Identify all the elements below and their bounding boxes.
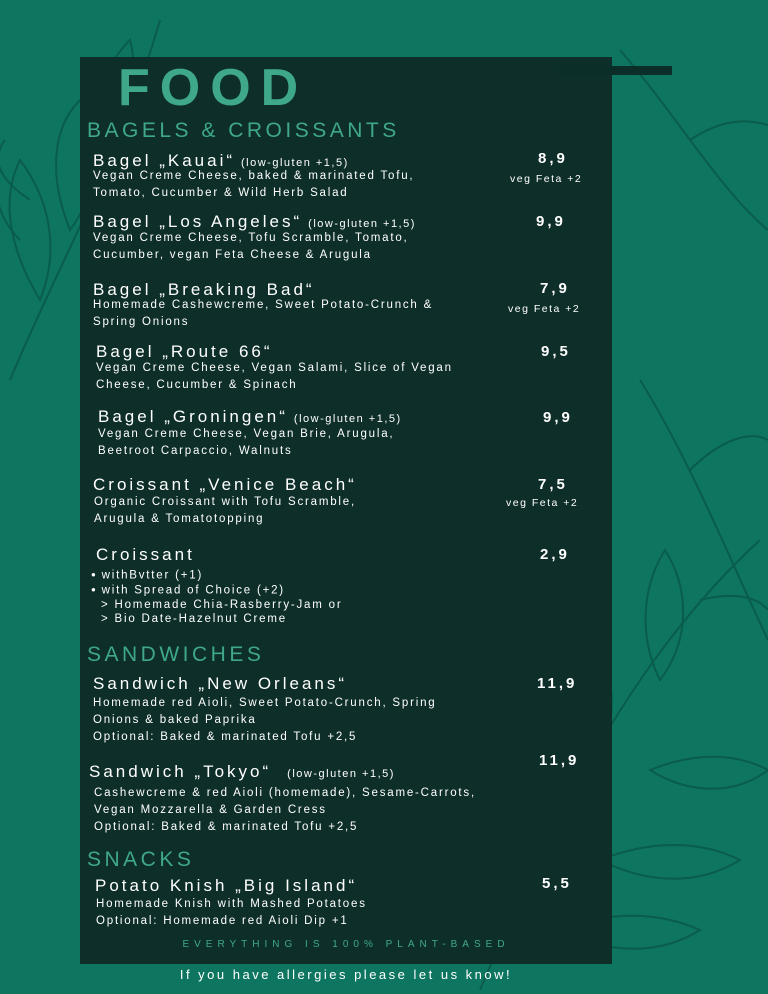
item-desc-tokyo: Cashewcreme & red Aioli (homemade), Sesame-Carrots, Vegan Mozzarella & Garden Cress Optional: Baked & marinated Tofu +2,5 — [94, 787, 476, 833]
item-desc-kauai: Vegan Creme Cheese, baked & marinated Tofu, Tomato, Cucumber & Wild Herb Salad — [93, 170, 415, 199]
item-note-tokyo: (low-gluten +1,5) — [287, 768, 395, 780]
item-price-croissant: 2,9 — [540, 546, 570, 563]
item-name-breaking-bad: Bagel „Breaking Bad“ — [93, 280, 315, 299]
item-name-los-angeles: Bagel „Los Angeles“ (low-gluten +1,5) — [93, 212, 416, 231]
item-name-kauai: Bagel „Kauai“ (low-gluten +1,5) — [93, 151, 349, 170]
section-sandwiches: SANDWICHES — [87, 643, 265, 666]
croissant-option: ● with Spread of Choice (+2) — [91, 584, 285, 597]
item-name-croissant: Croissant — [96, 545, 195, 564]
item-price-groningen: 9,9 — [543, 409, 573, 426]
item-note-kauai: (low-gluten +1,5) — [241, 157, 349, 169]
item-name-route66: Bagel „Route 66“ — [96, 342, 273, 361]
item-desc-big-island: Homemade Knish with Mashed Potatoes Optional: Homemade red Aioli Dip +1 — [96, 898, 367, 927]
item-extra-venice-beach: veg Feta +2 — [506, 497, 579, 509]
item-note-groningen: (low-gluten +1,5) — [293, 413, 402, 425]
item-note-los-angeles: (low-gluten +1,5) — [308, 218, 416, 230]
item-desc-venice-beach: Organic Croissant with Tofu Scramble, Arugula & Tomatotopping — [94, 496, 356, 525]
croissant-option: ● withBvtter (+1) — [91, 569, 204, 582]
item-name-venice-beach: Croissant „Venice Beach“ — [93, 475, 357, 494]
item-name-new-orleans: Sandwich „New Orleans“ — [93, 674, 348, 693]
item-desc-new-orleans: Homemade red Aioli, Sweet Potato-Crunch, Spring Onions & baked Paprika Optional: Baked & marinated Tofu +2,5 — [93, 697, 437, 743]
item-price-route66: 9,5 — [541, 343, 571, 360]
item-price-los-angeles: 9,9 — [536, 213, 566, 230]
item-price-breaking-bad: 7,9 — [540, 280, 570, 297]
item-name-groningen: Bagel „Groningen“ (low-gluten +1,5) — [98, 407, 402, 426]
item-desc-breaking-bad: Homemade Cashewcreme, Sweet Potato-Crunch & Spring Onions — [93, 299, 434, 328]
item-price-tokyo: 11,9 — [539, 752, 580, 769]
page-title: FOOD — [118, 59, 309, 117]
item-price-new-orleans: 11,9 — [537, 675, 578, 692]
croissant-suboption: > Homemade Chia-Rasberry-Jam or — [101, 598, 343, 611]
allergy-note: If you have allergies please let us know! — [179, 967, 513, 982]
item-options-croissant — [91, 568, 342, 627]
item-name-tokyo: Sandwich „Tokyo“ (low-gluten +1,5) — [89, 762, 395, 781]
item-desc-route66: Vegan Creme Cheese, Vegan Salami, Slice of Vegan Cheese, Cucumber & Spinach — [96, 362, 453, 391]
section-snacks: SNACKS — [87, 848, 195, 871]
item-extra-breaking-bad: veg Feta +2 — [508, 303, 581, 315]
item-price-venice-beach: 7,5 — [538, 476, 568, 493]
item-extra-kauai: veg Feta +2 — [510, 173, 583, 185]
accent-bar — [555, 66, 672, 75]
section-bagels-croissants: BAGELS & CROISSANTS — [87, 119, 400, 142]
item-desc-groningen: Vegan Creme Cheese, Vegan Brie, Arugula, Beetroot Carpaccio, Walnuts — [98, 428, 395, 457]
croissant-suboption: > Bio Date-Hazelnut Creme — [101, 613, 287, 626]
plant-based-note: EVERYTHING IS 100% PLANT-BASED — [182, 939, 510, 950]
item-price-kauai: 8,9 — [538, 150, 568, 167]
item-price-big-island: 5,5 — [542, 875, 572, 892]
item-name-big-island: Potato Knish „Big Island“ — [95, 876, 358, 895]
item-desc-los-angeles: Vegan Creme Cheese, Tofu Scramble, Tomato, Cucumber, vegan Feta Cheese & Arugula — [93, 232, 409, 261]
